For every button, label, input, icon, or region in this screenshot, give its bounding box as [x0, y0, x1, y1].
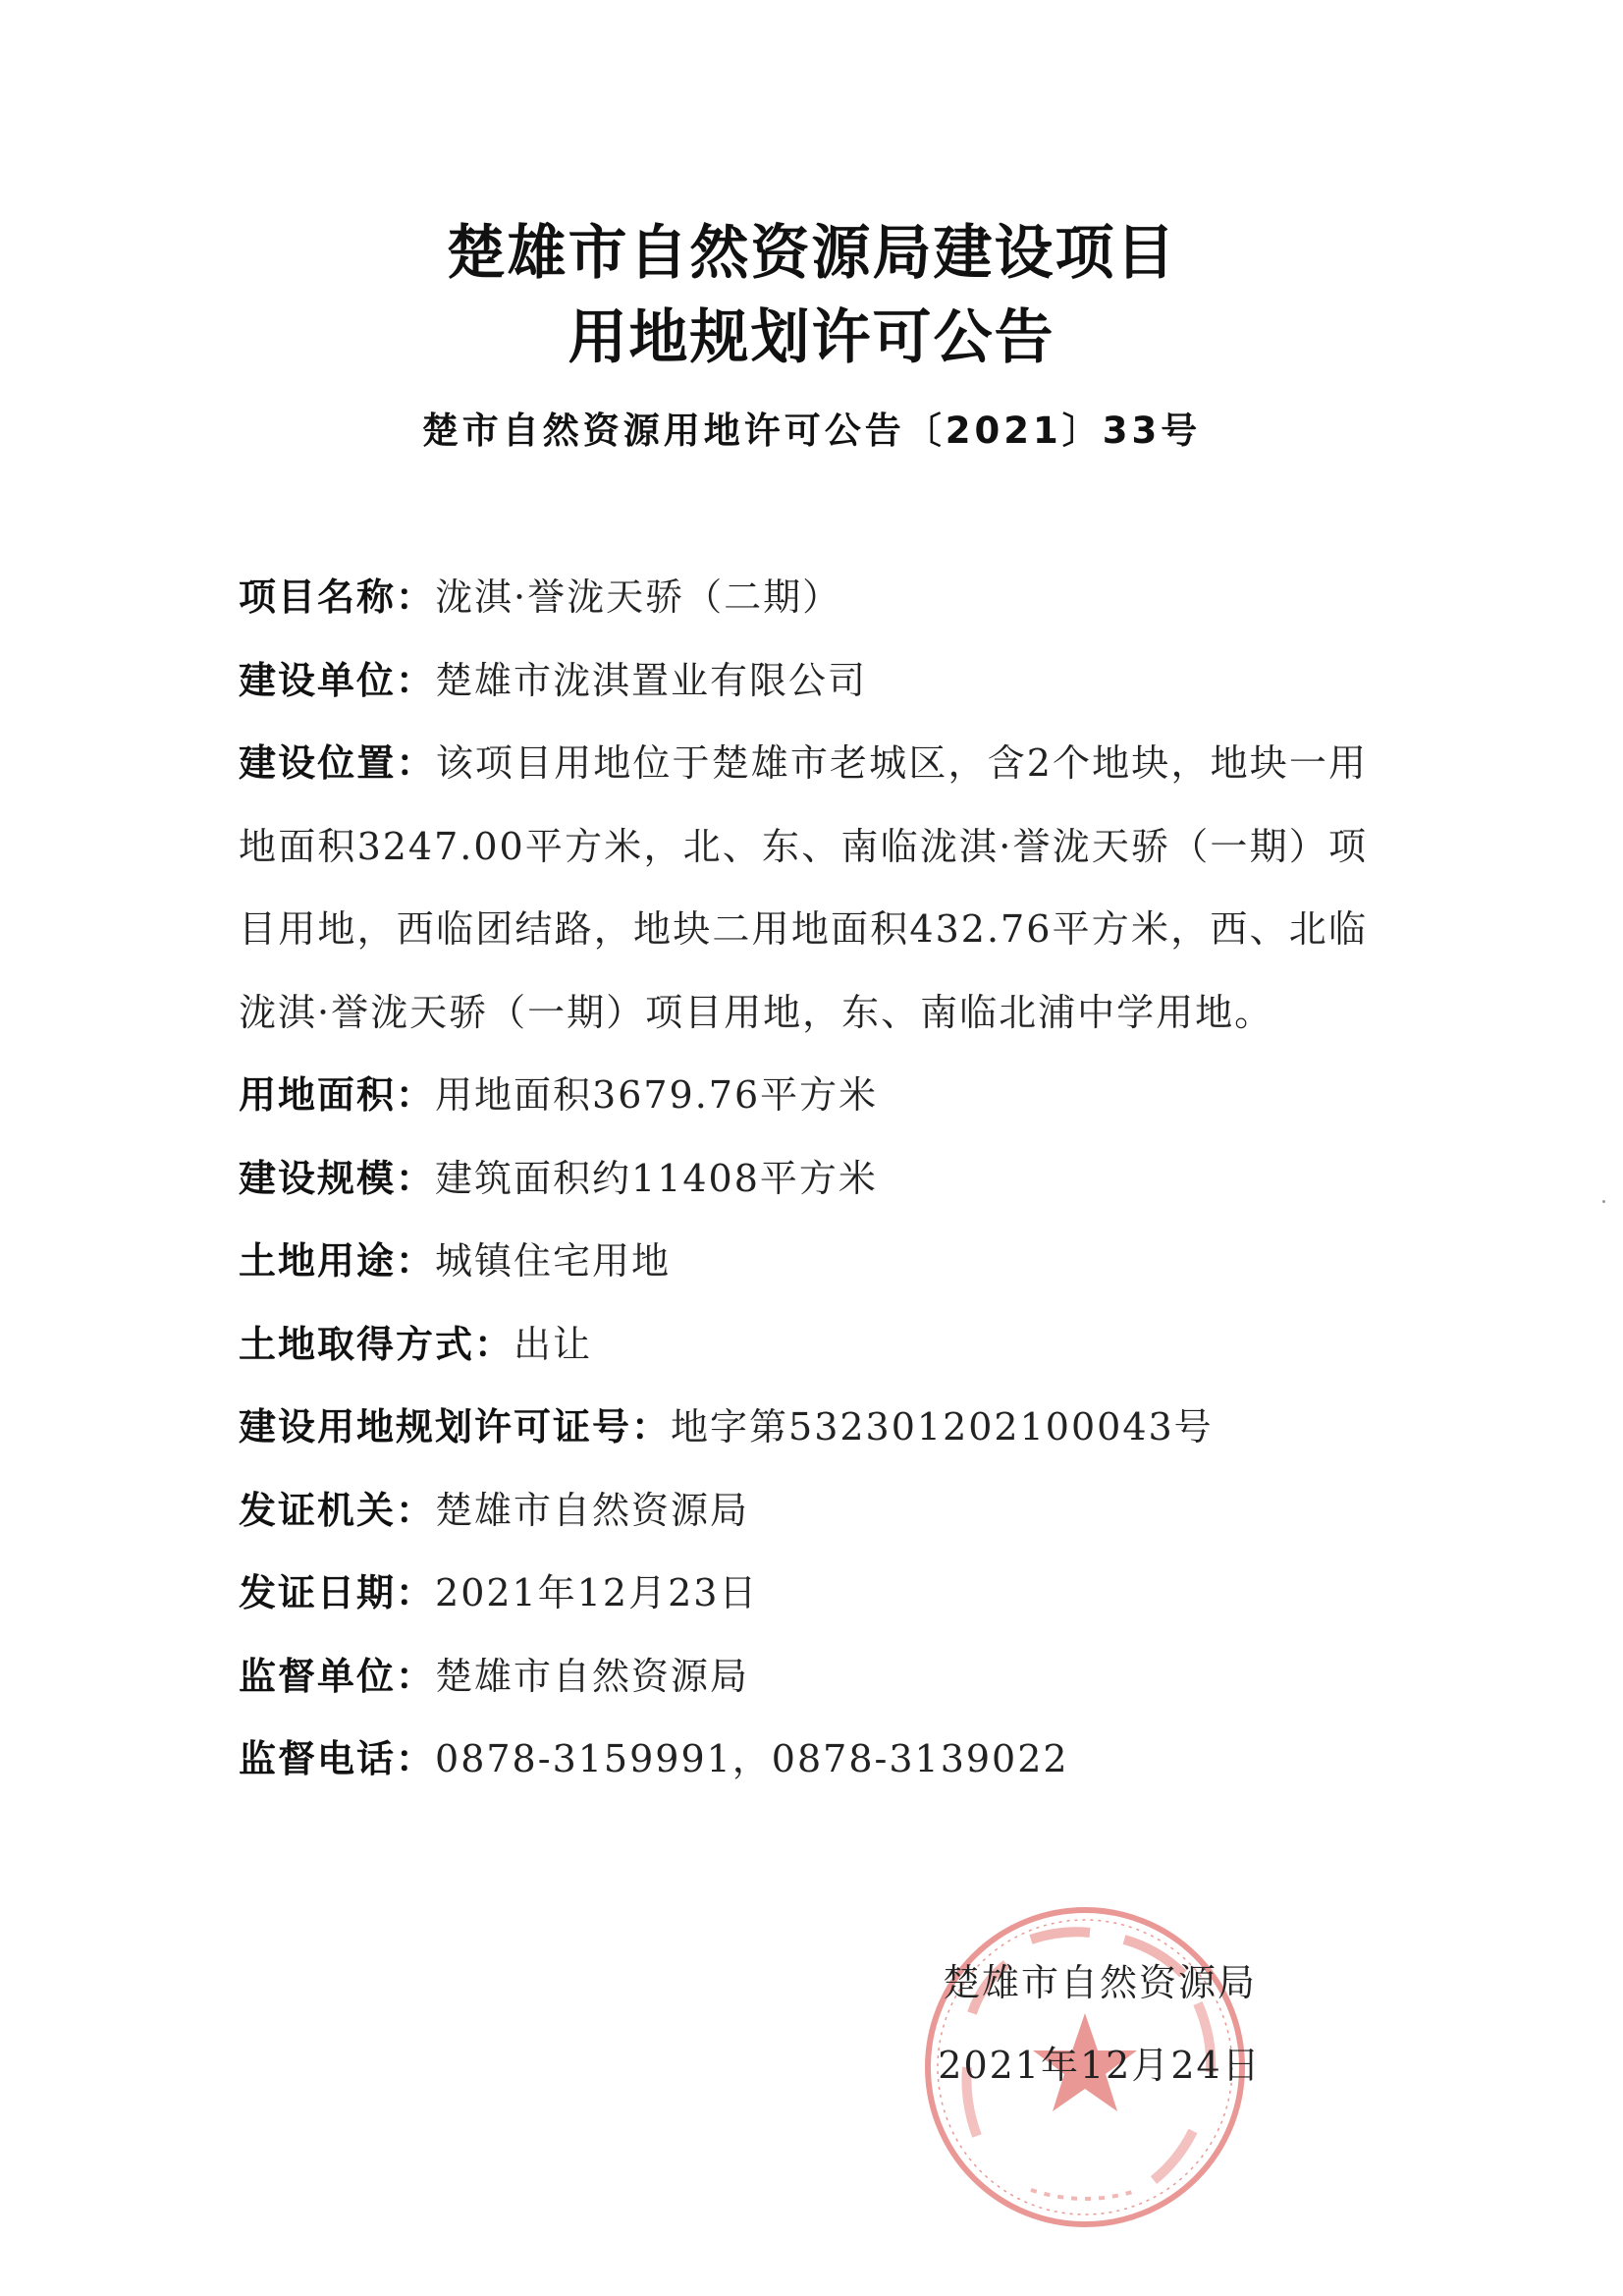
field-land-area — [239, 1054, 1368, 1137]
field-value: 该项目用地位于楚雄市老城区，含2个地块，地块一用地面积3247.00平方米，北、东、南临泷淇·誉泷天骄（一期）项目用地，西临团结路，地块二用地面积432.76平方米，西、北临泷淇·誉泷天骄（一期）项目用地，东、南临北浦中学用地。 — [239, 741, 1368, 1034]
document-title-line1: 楚雄市自然资源局建设项目 — [446, 219, 1177, 288]
field-label: 建设规模： — [239, 1156, 436, 1200]
field-construction-location — [239, 722, 1368, 1054]
scan-speck — [1602, 1200, 1605, 1203]
field-label: 项目名称： — [239, 575, 436, 619]
field-label: 监督电话： — [239, 1737, 436, 1780]
field-acquisition-method — [239, 1303, 1368, 1387]
field-issuing-authority — [239, 1469, 1368, 1553]
field-label: 土地取得方式： — [239, 1322, 514, 1366]
field-project-name — [239, 556, 1368, 639]
announcement-body — [239, 556, 1368, 1801]
field-label: 建设单位： — [239, 658, 436, 702]
field-value: 楚雄市自然资源局 — [435, 1654, 750, 1698]
field-label: 发证日期： — [239, 1571, 436, 1614]
field-label: 建设位置： — [239, 741, 436, 785]
field-value: 楚雄市自然资源局 — [435, 1488, 750, 1532]
field-value: 0878-3159991，0878-3139022 — [435, 1737, 1069, 1780]
field-value: 城镇住宅用地 — [435, 1239, 672, 1283]
signature-date: 2021年12月24日 — [938, 2044, 1262, 2087]
field-value: 楚雄市泷淇置业有限公司 — [435, 658, 868, 702]
field-label: 建设用地规划许可证号： — [239, 1405, 672, 1449]
field-label: 土地用途： — [239, 1239, 436, 1283]
field-value: 建筑面积约11408平方米 — [435, 1156, 878, 1200]
field-construction-scale — [239, 1137, 1368, 1221]
document-number: 楚市自然资源用地许可公告〔2021〕33号 — [421, 410, 1202, 452]
field-value: 泷淇·誉泷天骄（二期） — [435, 575, 842, 619]
field-label: 监督单位： — [239, 1654, 436, 1698]
field-land-use — [239, 1220, 1368, 1303]
field-value: 2021年12月23日 — [435, 1571, 759, 1614]
field-value: 用地面积3679.76平方米 — [435, 1073, 879, 1117]
field-supervision-phone — [239, 1718, 1368, 1801]
field-permit-number — [239, 1386, 1368, 1469]
field-issue-date — [239, 1552, 1368, 1635]
document-title-line2: 用地规划许可公告 — [568, 303, 1055, 372]
field-supervising-unit — [239, 1635, 1368, 1719]
field-label: 用地面积： — [239, 1073, 436, 1117]
field-value: 出让 — [514, 1322, 593, 1366]
field-label: 发证机关： — [239, 1488, 436, 1532]
field-value: 地字第532301202100043号 — [671, 1405, 1214, 1449]
field-construction-unit — [239, 639, 1368, 723]
signature-organization: 楚雄市自然资源局 — [942, 1961, 1257, 2004]
